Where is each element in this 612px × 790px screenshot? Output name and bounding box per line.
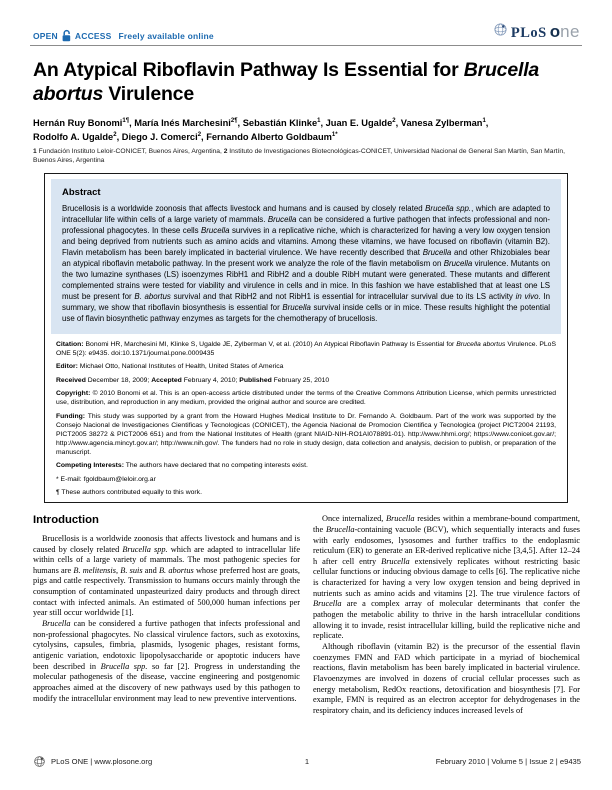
header-rule [30,45,582,46]
dates-text: Received December 18, 2009; Accepted February 4, 2010; Published February 25, 2010 [56,376,330,384]
article-title-line2: abortus Virulence [33,82,194,105]
citation-text: Bonomi HR, Marchesini MI, Klinke S, Ugalde JE, Zylberman V, et al. (2010) An Atypical Riboflavin Pathway Is Essential for Brucella abortus Virulence. PLoS ONE 5(2): e9435. doi:10.1371/journal.pone.0009435 [56,340,556,357]
article-body [30,514,582,716]
left-column [33,514,300,716]
right-column [313,514,580,716]
body-paragraph: Brucellosis is a worldwide zoonosis that affects livestock and humans and is caused by closely related Brucella spp. which are adapted to intracellular life within cells of a large variety of mammals. The most pathogenic species for humans are B. melitensis, B. suis and B. abortus whose preferred host are goats, pigs and cattle respectively. Transmission to humans occurs mainly through the consumption of contaminated unpasteurized dairy products and through direct contact with infected animals. An estimated of 500,000 human infections per year still occur worldwide [1]. [33,533,300,618]
one-o-glyph: o [549,22,561,41]
meta-row-copyright [56,389,556,407]
footer-issue-info: February 2010 | Volume 5 | Issue 2 | e9435 [435,757,582,766]
meta-row-competing-interests [56,461,556,470]
competing-interests-label: Competing Interests: [56,462,124,470]
editor-text: Michael Otto, National Institutes of Health, United States of America [79,363,284,371]
author-line2: Rodolfo A. Ugalde$^2$, Diego J. Comerci$^2$, Fernando Alberto Goldbaum$^{1*}$ [33,132,338,143]
email-text: * E-mail: fgoldbaum@leloir.org.ar [56,475,156,483]
article-title-line1: An Atypical Riboflavin Pathway Is Essential for Brucella [33,59,540,81]
page-footer [33,755,581,768]
open-access-banner [30,29,214,42]
body-paragraph: Once internalized, Brucella resides within a membrane-bound compartment, the Brucella-containing vacuole (BCV), which sequentially interacts and fuses with early endosomes, lysosomes and further traffics to the endoplasmic reticulum (ER) to generate an ER-derived replicative niche [3,4,5]. After 12–24 h after cell entry Brucella extensively replicates without restricting basic cellular functions or inducing obvious damage to cells [6]. The replicative niche is characterized for having a very low oxygen tension and being deprived in nutrients such as amino acids and vitamins [2]. The true virulence factors of Brucella are a complex array of molecular determinants that confer the pathogen the metabolic ability to thrive in the harsh intracellular conditions allowing it to invade, resist intracellular killing, build the replicative niche and replicate. [313,514,580,641]
funding-label: Funding: [56,412,86,420]
meta-row-email [56,475,556,484]
citation-label: Citation: [56,340,84,348]
section-heading-introduction: Introduction [33,514,99,527]
meta-row-dates [56,376,556,385]
footer-journal-text: PLoS ONE | www.plosone.org [51,757,153,766]
funding-text: This study was supported by a grant from the Howard Hughes Medical Institute to Dr. Fernando A. Goldbaum. Part of the work was supported by the Consejo Nacional de Investigaciones Cientificas y Tecnologicas (CONICET), the Agencia Nacional de Promocion Cientifica y Tecnologica (project PICT2004 21193, PICT2005 38272 & PICT2006 651) and from the National Institutes of Health (grant NIAID-NIH-RO1AI078891-01). http://www.hhmi.org/; https://www.conicet.gov.ar/; http://www.agencia.mincyt.gov.ar/; http://www.nih.gov/. The funders had no role in study design, data collection and analysis, decision to publish, or preparation of the manuscript. [56,412,556,456]
meta-row-equal-contribution [56,488,556,497]
open-lock-icon [61,29,72,42]
author-line1: Hernán Ruy Bonomi$^{1\P}$, María Inés Marchesini$^{2\P}$, Sebastián Klinke$^1$, Juan E. Ugalde$^2$, Vanesa Zylberman$^1$, [33,118,489,129]
editor-label: Editor: [56,363,78,371]
abstract-section [51,179,561,334]
footer-page-number: 1 [304,757,310,766]
equal-contribution-text: ¶ These authors contributed equally to this work. [56,489,202,497]
one-ne-glyph: ne [560,22,580,41]
footer-journal [33,755,305,768]
copyright-label: Copyright: [56,390,91,398]
competing-interests-text: The authors have declared that no competing interests exist. [125,462,308,470]
meta-row-funding [56,412,556,457]
meta-row-editor [56,362,556,371]
author-list [30,115,582,143]
freely-available-label: Freely available online [118,30,214,41]
meta-row-citation [56,340,556,358]
body-paragraph: Although riboflavin (vitamin B2) is the precursor of the essential flavin coenzymes FMN and FAD which participate in a myriad of biochemical reactions, flavin metabolism has been barely implicated in bacterial virulence. Flavoenzymes are involved in dozens of crucial cellular processes such as energy metabolism, RedOx reactions, detoxification and biosynthesis [7]. For example, FMN is required as an electron acceptor for dehydrogenases in the respiratory chain, and its deficiency induces increased levels of [313,642,580,715]
article-title [30,59,582,106]
plos-wordmark: PLoS [510,25,547,41]
plos-footer-icon [33,755,46,768]
abstract-heading: Abstract [62,187,101,199]
plos-one-logo [493,22,582,42]
copyright-text: © 2010 Bonomi et al. This is an open-access article distributed under the terms of the Creative Commons Attribution License, which permits unrestricted use, distribution, and reproduction in any medium, provided the original author and source are credited. [56,390,557,407]
open-label: OPEN [33,30,58,41]
access-label: ACCESS [74,30,112,41]
plos-globe-icon [493,22,508,37]
affiliations: 1 Fundación Instituto Leloir-CONICET, Buenos Aires, Argentina, 2 Instituto de Investigaciones Biotecnológicas-CONICET, Universidad Nacional de General San Martín, San Martín, Buenos Aires, Argentina [33,148,565,165]
article-metadata [51,334,561,497]
page-header [30,22,582,42]
body-paragraph: Brucella can be considered a furtive pathogen that infects professional and non-professional phagocytes. No classical virulence factors, such as exotoxins, cytolysins, capsules, fimbria, plasmids, lysogenic phages, resistant forms, antigenic variation, endotoxic lipopolysaccharide or apoptotic inducers have been described in Brucella spp. so far [2]. Progress in understanding the molecular pathogenesis of the disease, vaccine engineering and postgenomic approaches aimed at the discovery of new pathways used by this pathogen to modify the intracellular environment may lead to new preventive interventions. [33,619,300,703]
abstract-text: Brucellosis is a worldwide zoonosis that affects livestock and humans and is caused by closely related Brucella spp., which are adapted to intracellular life within cells of a large variety of mammals. Brucella can be considered a furtive pathogen that infects professional and non-professional phagocytes. In these cells Brucella survives in a replicative niche, which is characterized for having a very low oxygen tension and being deprived from nutrients such as amino acids and vitamins. Among these vitamins, we have focused on riboflavin (vitamin B2). Flavin metabolism has been barely implicated in bacterial virulence. We have recently described that Brucella and other Rhizobiales bear an atypical riboflavin metabolic pathway. In the present work we analyze the role of the flavin metabolism on Brucella virulence. Mutants on the two lumazine synthases (LS) isoenzymes RibH1 and RibH2 and a double RibH mutant were generated. These mutants and different complemented strains were tested for viability and virulence in cells and in mice. In this fashion we have established that at least one LS must be present for B. abortus survival and that RibH2 and not RibH1 is essential for intracellular survival due to its LS activity in vivo. In summary, we show that riboflavin biosynthesis is essential for Brucella survival inside cells or in mice. These results highlight the potential use of flavin biosynthetic pathway enzymes as targets for the chemotherapy of brucellosis. [62,204,551,324]
abstract-meta-box [44,173,568,503]
